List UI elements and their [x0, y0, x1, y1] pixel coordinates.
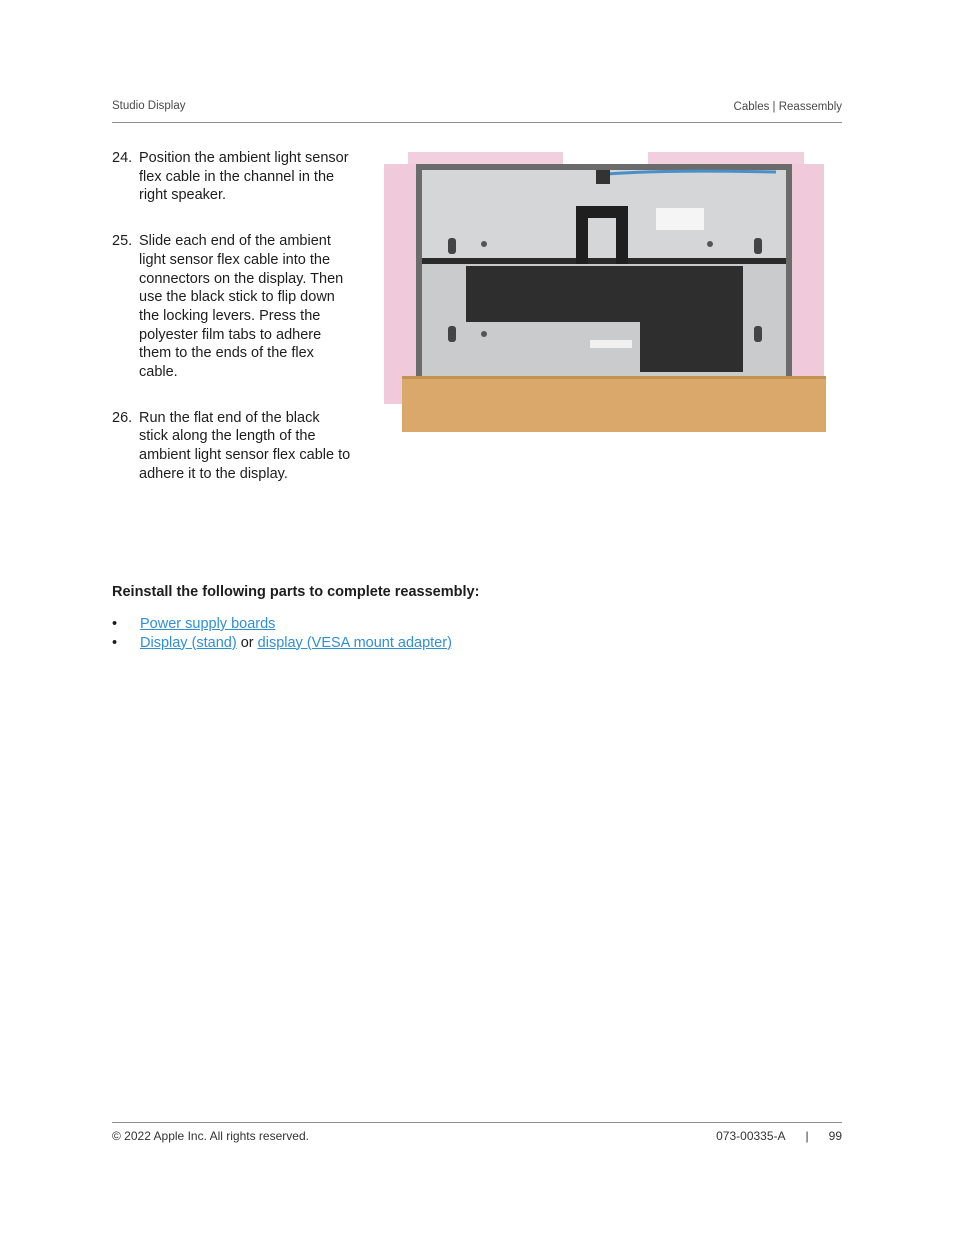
- slot: [754, 238, 762, 254]
- or-text: or: [236, 634, 258, 651]
- panel-divider: [422, 258, 786, 264]
- reinstall-heading: Reinstall the following parts to complete reassembly:: [112, 584, 480, 600]
- slot: [754, 326, 762, 342]
- display-stand-link[interactable]: Display (stand): [140, 634, 237, 651]
- footer-right: [716, 1129, 842, 1143]
- step-number: 26.: [112, 409, 133, 426]
- step-text: Position the ambient light sensor flex cable in the channel in the right speaker.: [139, 150, 349, 204]
- header-section-title: Cables | Reassembly: [733, 101, 842, 113]
- list-item: [112, 634, 452, 653]
- display-assembly-photo: [376, 150, 828, 434]
- header-rule: [112, 122, 842, 123]
- document-number: 073-00335-A: [716, 1129, 786, 1143]
- footer-rule: [112, 1122, 842, 1123]
- step-list: [112, 149, 352, 511]
- slot: [448, 238, 456, 254]
- bullet: •: [112, 616, 118, 632]
- list-item-content: [140, 634, 452, 653]
- step-26: [112, 409, 352, 484]
- bullet: •: [112, 634, 118, 651]
- list-item: [112, 615, 452, 634]
- small-label: [590, 340, 632, 348]
- footer-copyright: © 2022 Apple Inc. All rights reserved.: [112, 1129, 309, 1143]
- footer-separator: |: [805, 1129, 809, 1143]
- screw-hole: [481, 241, 487, 247]
- slot: [448, 326, 456, 342]
- page-number: 99: [828, 1129, 842, 1143]
- cardboard-box: [402, 376, 826, 432]
- step-text: Run the flat end of the black stick along the length of the ambient light sensor flex cable to adhere it to the display.: [139, 409, 351, 482]
- foam-side-left: [384, 164, 420, 404]
- step-25: [112, 232, 352, 382]
- header-document-title: Studio Display: [112, 100, 186, 112]
- white-label: [656, 208, 704, 230]
- cardboard-edge: [402, 376, 826, 379]
- foam-side-right: [788, 164, 824, 404]
- connector: [596, 170, 610, 184]
- step-number: 25.: [112, 233, 133, 250]
- screw-hole: [707, 241, 713, 247]
- step-text: Slide each end of the ambient light sensor flex cable into the connectors on the display. Then use the black stick to flip down the locking levers. Press the polyester film tabs to adhere them to the ends of the flex cable.: [139, 233, 344, 381]
- step-24: [112, 149, 352, 205]
- reinstall-parts-list: [112, 615, 452, 652]
- power-supply-boards-link[interactable]: Power supply boards: [140, 616, 276, 632]
- screw-hole: [481, 331, 487, 337]
- display-vesa-link[interactable]: display (VESA mount adapter): [257, 634, 452, 651]
- step-number: 24.: [112, 150, 133, 166]
